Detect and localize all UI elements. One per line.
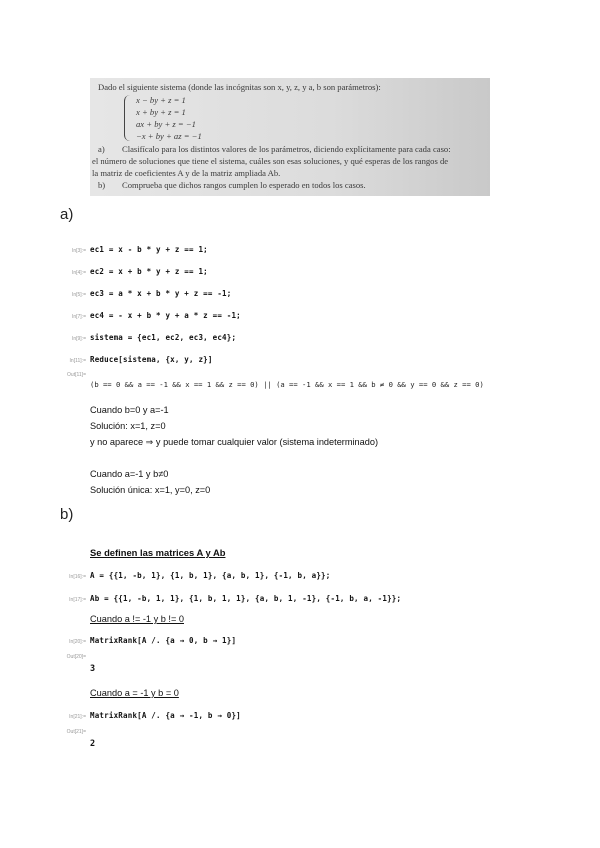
output-label: Out[11]=: [67, 372, 86, 378]
part-a-text: Clasifícalo para los distintos valores de los parámetros, diciendo explícitamente para cada caso:: [122, 144, 451, 154]
cell-label: In[7]:=: [71, 314, 86, 320]
equation-1: x − by + z = 1: [136, 95, 186, 105]
part-a-cont2: la matriz de coeficientes A y de la matriz ampliada Ab.: [92, 168, 281, 178]
note-case1-title: Cuando b=0 y a=-1: [90, 405, 169, 415]
note-case1-detail: y no aparece ⇒ y puede tomar cualquier valor (sistema indeterminado): [90, 437, 379, 447]
output-label: Out[21]=: [66, 729, 86, 735]
cell-label: In[3]:=: [71, 248, 86, 254]
part-b-label: b): [98, 180, 106, 190]
section-b-heading: b): [60, 506, 74, 523]
cell-label: In[20]:=: [69, 639, 86, 645]
output-label: Out[20]=: [66, 654, 86, 660]
part-b-text: Comprueba que dichos rangos cumplen lo esperado en todos los casos.: [122, 180, 366, 190]
code-ec1[interactable]: ec1 = x - b * y + z == 1;: [90, 245, 208, 254]
equation-3: ax + by + z = −1: [136, 119, 196, 129]
rank1-result: 3: [90, 664, 96, 674]
system-brace: [124, 95, 131, 141]
part-a-label: a): [98, 144, 105, 154]
cell-label: In[4]:=: [71, 270, 86, 276]
note-case2-title: Cuando a=-1 y b≠0: [90, 469, 169, 479]
equation-2: x + by + z = 1: [136, 107, 186, 117]
exercise-photo: [90, 78, 490, 196]
cell-label: In[5]:=: [71, 292, 86, 298]
code-reduce[interactable]: Reduce[sistema, {x, y, z}]: [90, 355, 213, 364]
note-case2-solution: Solución única: x=1, y=0, z=0: [90, 485, 211, 495]
note-case1-solution: Solución: x=1, z=0: [90, 421, 166, 431]
exercise-intro: Dado el siguiente sistema (donde las incógnitas son x, y, z, y a, b son parámetros):: [98, 82, 381, 92]
part-b-heading: Se definen las matrices A y Ab: [90, 547, 226, 558]
cell-label: In[9]:=: [71, 336, 86, 342]
equation-4: −x + by + az = −1: [136, 131, 202, 141]
code-rank1[interactable]: MatrixRank[A /. {a → 0, b → 1}]: [90, 636, 237, 645]
code-matrix-ab[interactable]: Ab = {{1, -b, 1, 1}, {1, b, 1, 1}, {a, b, 1, -1}, {-1, b, a, -1}};: [90, 594, 402, 603]
cell-label: In[17]:=: [69, 597, 86, 603]
section-a-heading: a): [60, 206, 74, 223]
case2-heading: Cuando a = -1 y b = 0: [90, 688, 179, 698]
code-ec3[interactable]: ec3 = a * x + b * y + z == -1;: [90, 289, 232, 298]
rank2-result: 2: [90, 739, 96, 749]
code-sistema[interactable]: sistema = {ec1, ec2, ec3, ec4};: [90, 333, 237, 342]
cell-label: In[11]:=: [69, 358, 86, 364]
case1-heading: Cuando a != -1 y b != 0: [90, 614, 184, 624]
part-a-cont1: el número de soluciones que tiene el sistema, cuáles son esas soluciones, y qué esperas de los rangos de: [92, 156, 449, 166]
cell-label: In[16]:=: [69, 574, 86, 580]
code-rank2[interactable]: MatrixRank[A /. {a → -1, b → 0}]: [90, 711, 241, 720]
code-matrix-a[interactable]: A = {{1, -b, 1}, {1, b, 1}, {a, b, 1}, {-1, b, a}};: [90, 571, 331, 580]
cell-label: In[21]:=: [69, 714, 86, 720]
reduce-output: (b == 0 && a == -1 && x == 1 && z == 0) || (a == -1 && x == 1 && b ≠ 0 && y == 0 && z == 0): [90, 380, 484, 389]
code-ec4[interactable]: ec4 = - x + b * y + a * z == -1;: [90, 311, 241, 320]
code-ec2[interactable]: ec2 = x + b * y + z == 1;: [90, 267, 208, 276]
